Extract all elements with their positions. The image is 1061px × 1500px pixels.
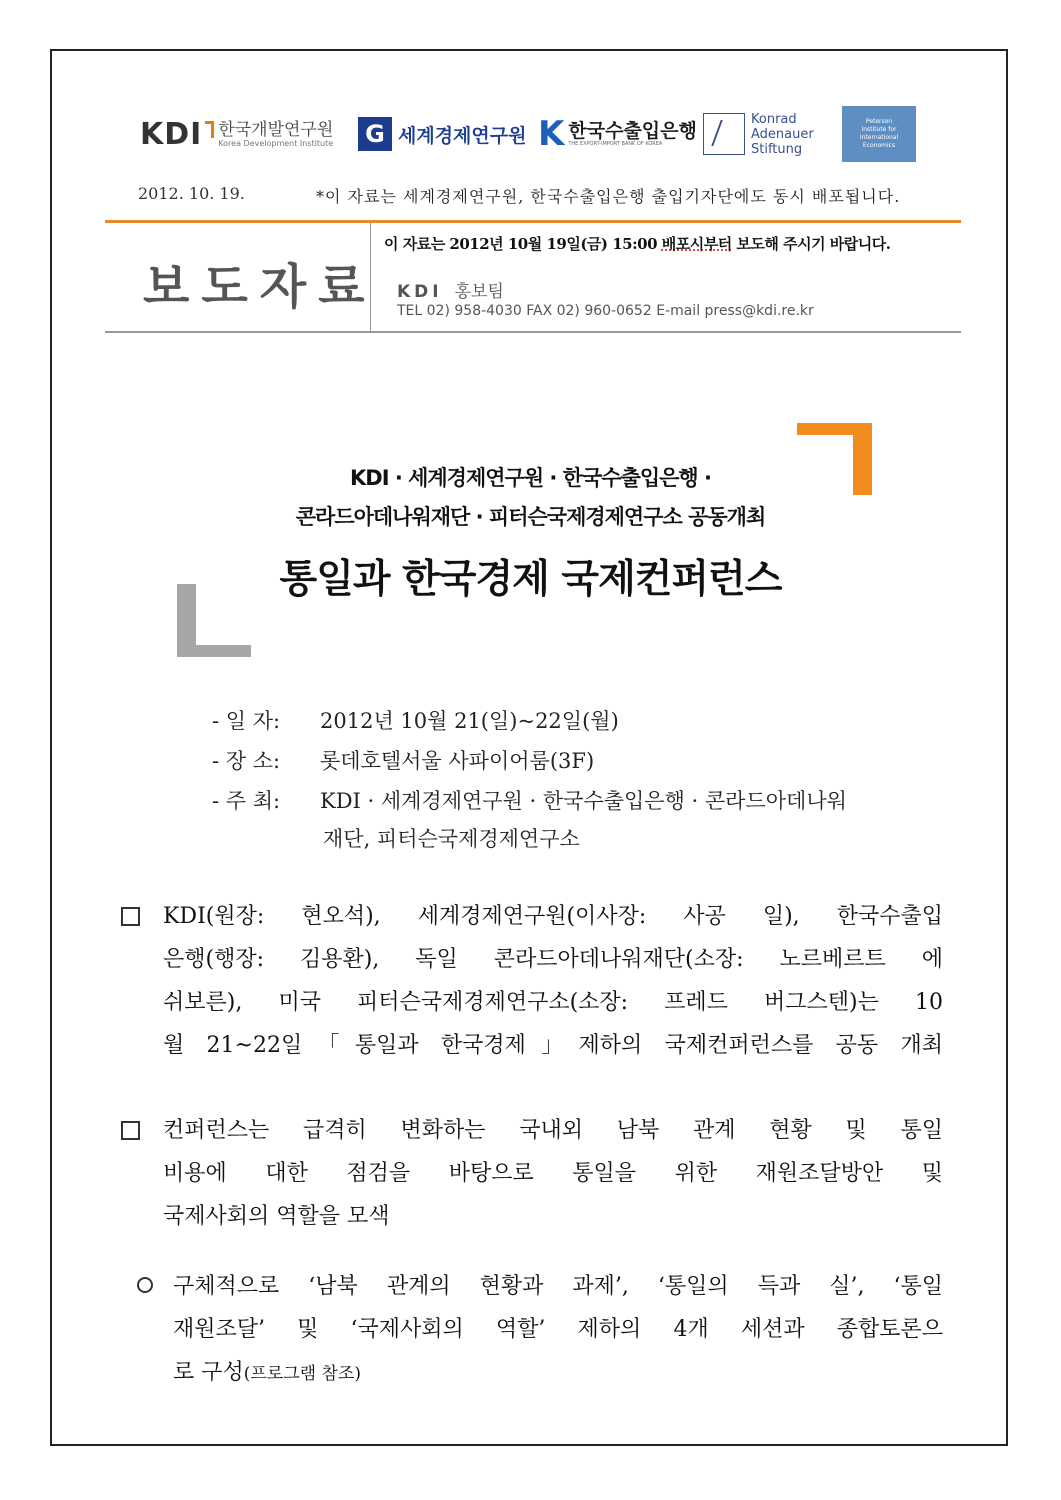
kas-line3: Stiftung	[751, 141, 803, 157]
paragraph-3: 구체적으로 ‘남북 관계의 현황과 과제’, ‘통일의 득과 실’, ‘통일 재원조달’ 및 ‘국제사회의 역할’ 제하의 4개 세션과 종합토론으 로 구성(프로그램 참조)	[173, 1274, 943, 1385]
department-name: 홍보팀	[454, 282, 504, 302]
checkbox-bullet-icon	[121, 907, 140, 926]
kdi-logo-en: Korea Development Institute	[218, 138, 334, 148]
kas-line1: Konrad	[751, 111, 797, 127]
department-org: KDI	[397, 282, 443, 302]
release-date: 2012. 10. 19.	[138, 184, 245, 203]
piie-logo	[842, 104, 916, 164]
piie-logo-mark: Peterson Institute for International Economics	[842, 106, 916, 162]
headline-subtitle-1: KDI · 세계경제연구원 · 한국수출입은행 ·	[349, 466, 711, 490]
kdi-logo-name: 한국개발연구원	[218, 119, 334, 140]
info-place: - 장 소: 롯데호텔서울 사파이어룸(3F)	[212, 749, 595, 773]
department	[397, 277, 504, 302]
circle-bullet-icon	[137, 1277, 153, 1293]
info-date: - 일 자: 2012년 10월 21(일)~22일(월)	[212, 709, 619, 733]
kexim-logo-mark: K	[538, 114, 565, 154]
press-release-label: 보도자료	[143, 259, 377, 315]
kas-logo-mark	[703, 113, 745, 155]
kas-logo	[703, 104, 814, 164]
iie-logo-mark: G	[358, 117, 392, 151]
paragraph-1: KDI(원장: 현오석), 세계경제연구원(이사장: 사공 일), 한국수출입 은행(행장: 김용환), 독일 콘라드아데나워재단(소장: 노르베르트 에 쉬보른), 미국 피터슨국제경제연구소(소장: 프레드 버그스텐)는 10 월 21~22일「통일과 한국경제」제하의 국제컨퍼런스를 공동 개최	[163, 904, 943, 1058]
distribution-notice: *이 자료는 세계경제연구원, 한국수출입은행 출입기자단에도 동시 배포됩니다.	[316, 187, 901, 206]
headline-title: 통일과 한국경제 국제컨퍼런스	[279, 557, 782, 602]
info-host: - 주 최: KDI · 세계경제연구원 · 한국수출입은행 · 콘라드아데나워	[212, 789, 847, 813]
paragraph-2: 컨퍼런스는 급격히 변화하는 국내외 남북 관계 현황 및 통일 비용에 대한 점검을 바탕으로 통일을 위한 재원조달방안 및 국제사회의 역할을 모색	[163, 1118, 943, 1229]
contact-info: TEL 02) 958-4030 FAX 02) 960-0652 E-mail press@kdi.re.kr	[397, 303, 814, 319]
checkbox-bullet-icon	[121, 1121, 140, 1140]
info-host-continued: 재단, 피터슨국제경제연구소	[323, 827, 580, 851]
headline-subtitle-2: 콘라드아데나워재단 · 피터슨국제경제연구소 공동개최	[295, 505, 766, 529]
header-top-rule	[105, 220, 961, 223]
logo-bar	[140, 104, 920, 164]
kas-line2: Adenauer	[751, 126, 814, 142]
gray-bracket-horizontal	[177, 645, 251, 657]
embargo-notice: 이 자료는 2012년 10월 19일(금) 15:00 배포시부터 보도해 주시기 바랍니다.	[384, 235, 891, 253]
kexim-logo	[538, 104, 697, 164]
iie-logo-name: 세계경제연구원	[398, 124, 527, 147]
kdi-logo-mark: KDI	[140, 117, 202, 152]
iie-logo	[358, 104, 526, 164]
header-bottom-rule	[105, 331, 961, 333]
kdi-logo	[140, 104, 333, 164]
kexim-logo-en: THE EXPORT-IMPORT BANK OF KOREA	[568, 141, 663, 147]
kexim-logo-name: 한국수출입은행	[568, 120, 697, 142]
